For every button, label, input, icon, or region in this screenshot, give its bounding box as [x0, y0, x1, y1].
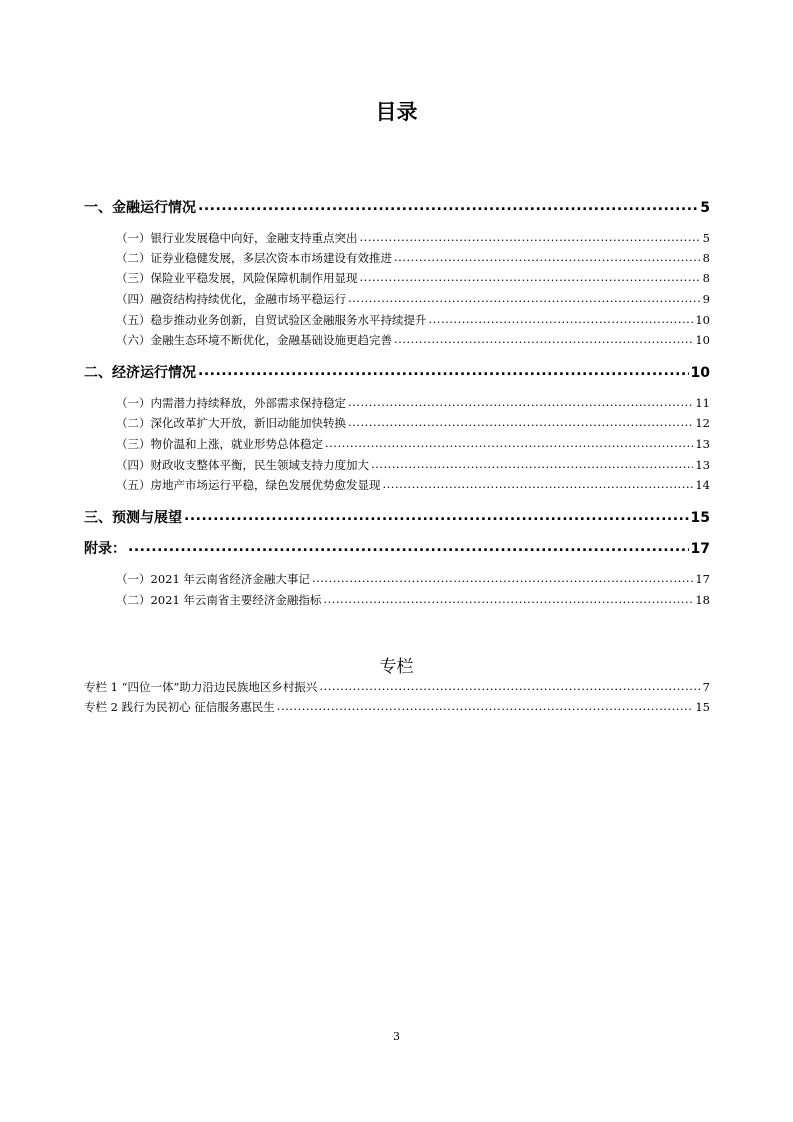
- toc-page-number: 14: [695, 478, 710, 492]
- toc-item-2-1[interactable]: [116, 395, 710, 411]
- toc-item-1-2[interactable]: [116, 250, 710, 266]
- toc-page-number: 11: [695, 396, 710, 410]
- dot-leader: [198, 198, 698, 212]
- toc-page-number: 17: [690, 541, 710, 557]
- columns-title: 专栏: [379, 657, 414, 677]
- toc-section-label: 二、经济运行情况: [84, 365, 196, 381]
- toc-page-number: 12: [695, 416, 710, 430]
- toc-page-number: 10: [695, 333, 710, 347]
- toc-section-2[interactable]: [84, 362, 710, 382]
- toc-title: 目录: [375, 100, 418, 124]
- toc-item-label: （五）房地产市场运行平稳，绿色发展优势愈发显现: [116, 478, 381, 492]
- dot-leader: [383, 478, 694, 490]
- dot-leader: [360, 271, 701, 283]
- dot-leader: [323, 593, 693, 605]
- toc-column-label: 专栏 1 “四位一体”助力沿边民族地区乡村振兴: [84, 680, 318, 694]
- toc-appendix[interactable]: [84, 538, 710, 558]
- dot-leader: [348, 396, 693, 408]
- toc-page-number: 5: [702, 231, 710, 245]
- toc-item-label: （二）深化改革扩大开放，新旧动能加快转换: [116, 416, 346, 430]
- dot-leader: [371, 458, 693, 470]
- dot-leader: [319, 680, 700, 692]
- toc-item-2-5[interactable]: [116, 477, 710, 493]
- dot-leader: [348, 416, 693, 428]
- toc-item-label: （三）保险业平稳发展，风险保障机制作用显现: [116, 271, 358, 285]
- toc-page-number: 17: [695, 572, 710, 586]
- dot-leader: [360, 231, 701, 243]
- toc-page-number: 15: [690, 510, 710, 526]
- toc-item-label: （二）证券业稳健发展，多层次资本市场建设有效推进: [116, 251, 392, 265]
- dot-leader: [394, 251, 701, 263]
- toc-item-label: （五）稳步推动业务创新，自贸试验区金融服务水平持续提升: [116, 313, 427, 327]
- toc-item-label: （二）2021 年云南省主要经济金融指标: [116, 593, 322, 607]
- toc-page-number: 8: [702, 271, 710, 285]
- toc-page-number: 15: [695, 700, 710, 714]
- toc-item-label: （一）2021 年云南省经济金融大事记: [116, 572, 310, 586]
- toc-page-number: 9: [702, 292, 710, 306]
- toc-section-3[interactable]: [84, 507, 710, 527]
- dot-leader: [312, 572, 693, 584]
- dot-leader: [394, 333, 693, 345]
- dot-leader: [429, 313, 694, 325]
- toc-item-label: （三）物价温和上涨，就业形势总体稳定: [116, 437, 323, 451]
- toc-item-label: （四）财政收支整体平衡，民生领域支持力度加大: [116, 458, 369, 472]
- toc-item-2-2[interactable]: [116, 415, 710, 431]
- toc-item-appendix-2[interactable]: [116, 592, 710, 608]
- toc-page-number: 5: [700, 200, 710, 216]
- dot-leader: [277, 700, 694, 712]
- toc-page-number: 7: [702, 680, 710, 694]
- toc-section-1[interactable]: [84, 197, 710, 217]
- toc-page-number: 13: [695, 458, 710, 472]
- toc-item-1-5[interactable]: [116, 312, 710, 328]
- dot-leader: [184, 508, 689, 522]
- toc-page-number: 8: [702, 251, 710, 265]
- toc-item-2-4[interactable]: [116, 457, 710, 473]
- dot-leader: [325, 437, 693, 449]
- dot-leader: [198, 363, 689, 377]
- toc-item-1-6[interactable]: [116, 332, 710, 348]
- page-number: 3: [393, 1030, 400, 1043]
- toc-item-label: （一）内需潜力持续释放，外部需求保持稳定: [116, 396, 346, 410]
- toc-column-label: 专栏 2 践行为民初心 征信服务惠民生: [84, 700, 275, 714]
- toc-page-number: 10: [690, 365, 710, 381]
- toc-item-label: （四）融资结构持续优化，金融市场平稳运行: [116, 292, 346, 306]
- toc-page-number: 10: [695, 313, 710, 327]
- toc-column-2[interactable]: [84, 699, 710, 715]
- toc-column-1[interactable]: [84, 679, 710, 695]
- dot-leader: [128, 539, 689, 553]
- toc-section-label: 三、预测与展望: [84, 510, 182, 526]
- toc-item-2-3[interactable]: [116, 436, 710, 452]
- toc-section-label: 一、金融运行情况: [84, 200, 196, 216]
- toc-item-label: （六）金融生态环境不断优化，金融基础设施更趋完善: [116, 333, 392, 347]
- toc-page-number: 18: [695, 593, 710, 607]
- toc-item-appendix-1[interactable]: [116, 571, 710, 587]
- dot-leader: [348, 292, 701, 304]
- toc-section-label: 附录：: [84, 541, 126, 557]
- toc-item-1-4[interactable]: [116, 291, 710, 307]
- toc-item-1-1[interactable]: [116, 230, 710, 246]
- toc-item-label: （一）银行业发展稳中向好，金融支持重点突出: [116, 231, 358, 245]
- toc-item-1-3[interactable]: [116, 270, 710, 286]
- toc-page-number: 13: [695, 437, 710, 451]
